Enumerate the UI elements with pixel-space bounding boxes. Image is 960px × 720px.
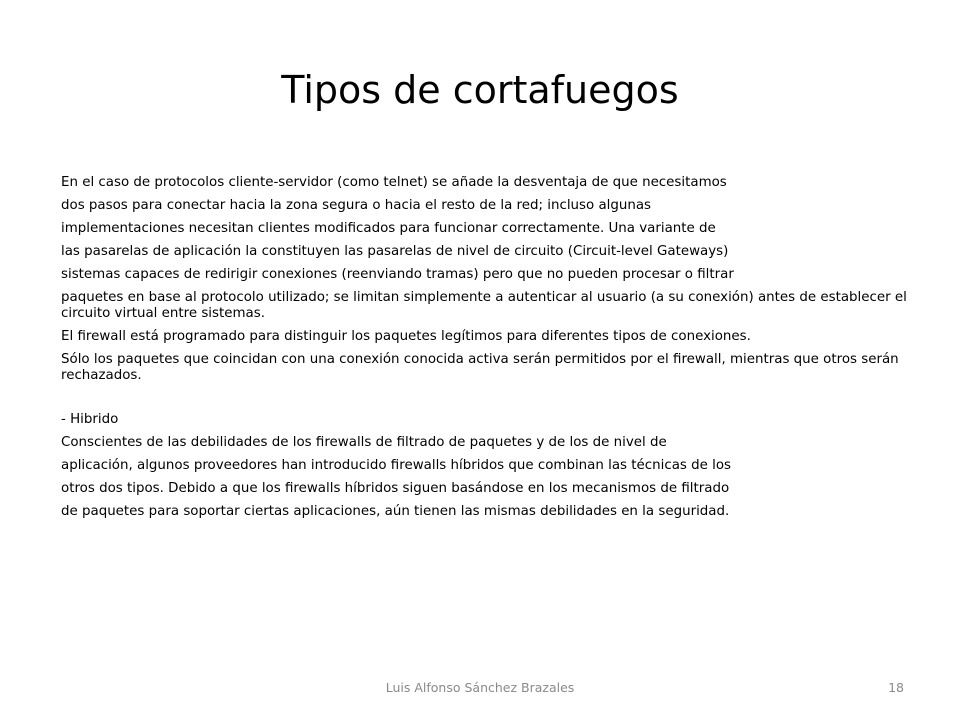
body-paragraph: implementaciones necesitan clientes modificados para funcionar correctamente. Una variante de bbox=[61, 221, 716, 236]
page-number: 18 bbox=[888, 680, 904, 695]
paragraph-spacer bbox=[61, 391, 911, 412]
body-paragraph: El firewall está programado para distinguir los paquetes legítimos para diferentes tipos de conexiones. bbox=[61, 329, 751, 344]
slide-body bbox=[61, 175, 911, 527]
body-paragraph: dos pasos para conectar hacia la zona segura o hacia el resto de la red; incluso algunas bbox=[61, 198, 652, 213]
body-paragraph: Conscientes de las debilidades de los firewalls de filtrado de paquetes y de los de nivel de bbox=[61, 435, 667, 450]
body-paragraph: sistemas capaces de redirigir conexiones (reenviando tramas) pero que no pueden procesar o filtrar bbox=[61, 267, 734, 282]
body-paragraph: otros dos tipos. Debido a que los firewalls híbridos siguen basándose en los mecanismos de filtrado bbox=[61, 481, 730, 496]
footer-author: Luis Alfonso Sánchez Brazales bbox=[385, 680, 575, 695]
body-paragraph: En el caso de protocolos cliente-servidor (como telnet) se añade la desventaja de que necesitamos bbox=[61, 175, 727, 190]
body-paragraph: las pasarelas de aplicación la constituyen las pasarelas de nivel de circuito (Circuit-level Gateways) bbox=[61, 244, 729, 259]
slide-title: Tipos de cortafuegos bbox=[281, 68, 679, 112]
body-paragraph: paquetes en base al protocolo utilizado; se limitan simplemente a autenticar al usuario (a su conexión) antes de establecer el circuito virtual entre sistemas. bbox=[61, 290, 907, 321]
body-paragraph: Sólo los paquetes que coincidan con una conexión conocida activa serán permitidos por el firewall, mientras que otros serán rechazados. bbox=[61, 352, 899, 383]
section-heading-hibrido: - Hibrido bbox=[61, 412, 119, 427]
body-paragraph: de paquetes para soportar ciertas aplicaciones, aún tienen las mismas debilidades en la seguridad. bbox=[61, 504, 730, 519]
body-paragraph: aplicación, algunos proveedores han introducido firewalls híbridos que combinan las técnicas de los bbox=[61, 458, 732, 473]
